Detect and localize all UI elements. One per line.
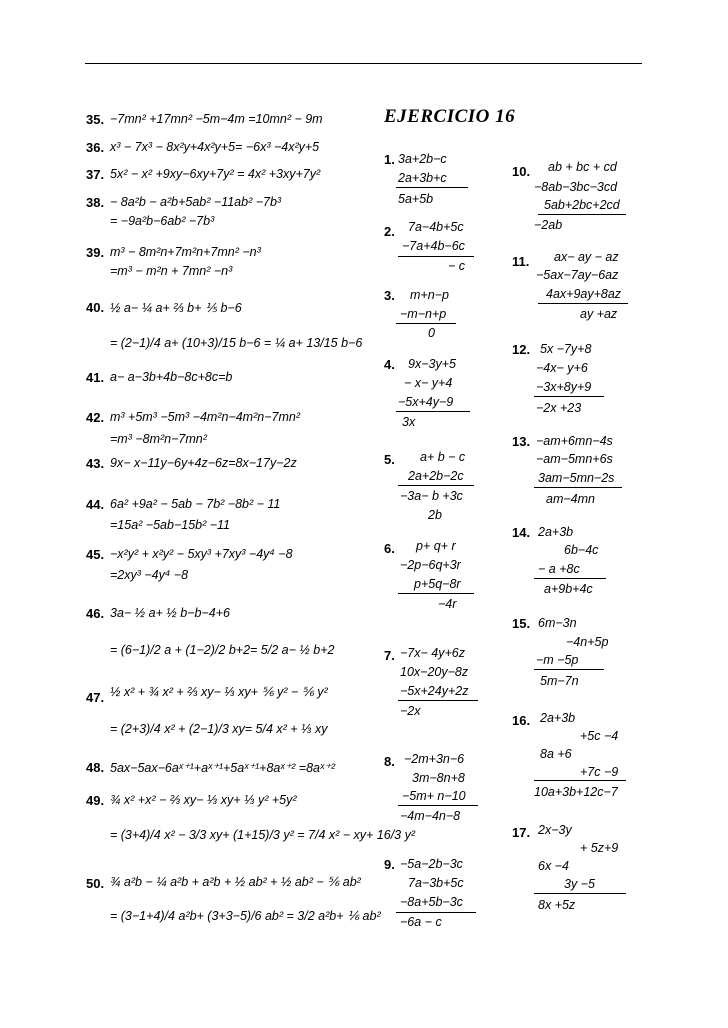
exercise-number: 13. [512,434,531,449]
expression-line: 6a² +9a² − 5ab − 7b² −8b² − 11 [110,497,281,511]
expression-line: = (3+4)/4 x² − 3/3 xy+ (1+15)/3 y² = 7/4 x² − xy+ 16/3 y² [110,828,416,842]
expression-line: 4ax+9ay+8az [546,287,622,301]
expression-line: 3m−8n+8 [412,771,465,785]
expression-line: 3am−5mn−2s [538,471,615,485]
sum-rule [396,411,470,412]
expression-line: −5m+ n−10 [402,789,466,803]
exercise-number: 50. [86,876,105,891]
expression-line: 2a+3b [538,525,574,539]
expression-line: − 8a²b − a²b+5ab² −11ab² −7b³ [110,195,282,209]
expression-line: ½ a− ¼ a+ ⅔ b+ ⅕ b−6 [110,301,242,315]
exercise-number: 39. [86,245,105,260]
expression-line: 2b [428,508,442,522]
exercise-number: 4. [384,357,395,372]
expression-line: m³ − 8m²n+7m²n+7mn² −n³ [110,245,261,259]
expression-line: = (6−1)/2 a + (1−2)/2 b+2= 5/2 a− ½ b+2 [110,643,335,657]
exercise-number: 10. [512,164,531,179]
sum-rule [398,485,474,486]
exercise-number: 2. [384,224,395,239]
sum-rule [538,214,626,215]
expression-line: − x− y+4 [404,376,453,390]
expression-line: −4r [438,597,457,611]
expression-line: 9x−3y+5 [408,357,456,371]
expression-line: = (2−1)/4 a+ (10+3)/15 b−6 = ¼ a+ 13/15 b−6 [110,336,363,350]
expression-line: 5x² − x² +9xy−6xy+7y² = 4x² +3xy+7y² [110,167,321,181]
exercise-number: 8. [384,754,395,769]
sum-rule [398,700,478,701]
exercise-number: 1. [384,152,395,167]
exercise-number: 40. [86,300,105,315]
sum-rule [534,396,604,397]
expression-line: 5ab+2bc+2cd [544,198,620,212]
expression-line: 10a+3b+12c−7 [534,785,618,799]
expression-line: am−4mn [546,492,595,506]
page-title: EJERCICIO 16 [384,106,516,127]
sum-rule [534,578,606,579]
expression-line: −4x− y+6 [536,361,588,375]
sum-rule [398,805,478,806]
exercise-number: 38. [86,195,105,210]
expression-line: 10x−20y−8z [400,665,469,679]
sum-rule [398,593,474,594]
exercise-number: 12. [512,342,531,357]
sum-rule [538,303,628,304]
exercise-number: 43. [86,456,105,471]
expression-line: 2a+3b [540,711,576,725]
expression-line: 3a+2b−c [398,152,447,166]
sum-rule [534,893,626,894]
exercise-number: 3. [384,288,395,303]
expression-line: 2a+2b−2c [408,469,464,483]
expression-line: 3a− ½ a+ ½ b−b−4+6 [110,606,230,620]
expression-line: =2xy³ −4y⁴ −8 [110,568,189,582]
expression-line: −8a+5b−3c [400,895,463,909]
expression-line: m+n−p [410,288,449,302]
expression-line: ½ x² + ¾ x² + ⅔ xy− ⅓ xy+ ⅚ y² − ⅚ y² [110,685,328,699]
exercise-number: 42. [86,410,105,425]
expression-line: 9x− x−11y−6y+4z−6z=8x−17y−2z [110,456,297,470]
sum-rule [534,780,626,781]
sum-rule [534,669,604,670]
expression-line: −3x+8y+9 [536,380,592,394]
sum-rule [396,912,476,913]
expression-line: 5ax−5ax−6aˣ⁺¹+aˣ⁺¹+5aˣ⁺¹+8aˣ⁺² =8aˣ⁺² [110,761,335,775]
exercise-number: 17. [512,825,531,840]
sum-rule [534,487,622,488]
expression-line: −6a − c [400,915,442,929]
expression-line: p+ q+ r [416,539,456,553]
exercise-number: 37. [86,167,105,182]
exercise-number: 35. [86,112,105,127]
expression-line: −2m+3n−6 [404,752,465,766]
expression-line: = (2+3)/4 x² + (2−1)/3 xy= 5/4 x² + ⅓ xy [110,722,328,736]
expression-line: −5a−2b−3c [400,857,463,871]
expression-line: −5x+4y−9 [398,395,454,409]
expression-line: 7a−4b+5c [408,220,464,234]
expression-line: − a +8c [538,562,580,576]
expression-line: −am+6mn−4s [536,434,613,448]
expression-line: ¾ a²b − ¼ a²b + a²b + ½ ab² + ½ ab² − ⅚ ab² [110,875,361,889]
expression-line: −2ab [534,218,563,232]
expression-line: ab + bc + cd [548,160,617,174]
expression-line: −8ab−3bc−3cd [534,180,618,194]
expression-line: 7a−3b+5c [408,876,464,890]
exercise-number: 6. [384,541,395,556]
expression-line: m³ +5m³ −5m³ −4m²n−4m²n−7mn² [110,410,300,424]
exercise-number: 48. [86,760,105,775]
expression-line: 3x [402,415,416,429]
exercise-number: 9. [384,857,395,872]
expression-line: 2x−3y [538,823,572,837]
expression-line: = −9a²b−6ab² −7b³ [110,214,215,228]
sum-rule [398,256,474,257]
expression-line: −x²y² + x²y² − 5xy³ +7xy³ −4y⁴ −8 [110,547,293,561]
exercise-number: 16. [512,713,531,728]
expression-line: −7a+4b−6c [402,239,465,253]
expression-line: 5a+5b [398,192,434,206]
expression-line: −am−5mn+6s [536,452,613,466]
exercise-number: 45. [86,547,105,562]
expression-line: a+ b − c [420,450,466,464]
sum-rule [396,187,468,188]
sum-rule [396,323,456,324]
expression-line: −7x− 4y+6z [400,646,465,660]
exercise-number: 47. [86,690,105,705]
exercise-number: 41. [86,370,105,385]
expression-line: =m³ −8m²n−7mn² [110,432,207,446]
expression-line: = (3−1+4)/4 a²b+ (3+3−5)/6 ab² = 3/2 a²b+ ⅙ ab² [110,909,381,923]
exercise-number: 5. [384,452,395,467]
expression-line: + 5z+9 [580,841,619,855]
expression-line: 6m−3n [538,616,577,630]
expression-line: a− a−3b+4b−8c+8c=b [110,370,233,384]
expression-line: 5m−7n [540,674,579,688]
exercise-number: 7. [384,648,395,663]
expression-line: −2x [400,704,421,718]
exercise-number: 14. [512,525,531,540]
exercise-number: 11. [512,254,530,269]
expression-line: ax− ay − az [554,250,619,264]
expression-line: ¾ x² +x² − ⅔ xy− ⅓ xy+ ⅓ y² +5y² [110,793,297,807]
expression-line: 8x +5z [538,898,576,912]
exercise-number: 36. [86,140,105,155]
expression-line: ay +az [580,307,618,321]
exercise-number: 49. [86,793,105,808]
expression-line: −m−n+p [400,307,447,321]
expression-line: =15a² −5ab−15b² −11 [110,518,231,532]
expression-line: −7mn² +17mn² −5m−4m =10mn² − 9m [110,112,323,126]
expression-line: −5ax−7ay−6az [536,268,619,282]
expression-line: 8a +6 [540,747,572,761]
expression-line: x³ − 7x³ − 8x²y+4x²y+5= −6x³ −4x²y+5 [110,140,320,154]
expression-line: +5c −4 [580,729,619,743]
expression-line: − c [448,259,466,273]
expression-line: a+9b+4c [544,582,593,596]
expression-line: −3a− b +3c [400,489,463,503]
expression-line: =m³ − m²n + 7mn² −n³ [110,264,233,278]
expression-line: −4n+5p [566,635,609,649]
exercise-number: 44. [86,497,105,512]
expression-line: 3y −5 [564,877,595,891]
expression-line: p+5q−8r [414,577,461,591]
expression-line: 0 [428,326,435,340]
expression-line: +7c −9 [580,765,619,779]
expression-line: −2p−6q+3r [400,558,461,572]
exercise-number: 15. [512,616,531,631]
top-rule [85,63,642,64]
expression-line: −2x +23 [536,401,582,415]
exercise-number: 46. [86,606,105,621]
expression-line: 2a+3b+c [398,171,447,185]
expression-line: 6b−4c [564,543,599,557]
expression-line: −m −5p [536,653,579,667]
expression-line: 6x −4 [538,859,569,873]
expression-line: −5x+24y+2z [400,684,469,698]
expression-line: 5x −7y+8 [540,342,592,356]
expression-line: −4m−4n−8 [400,809,461,823]
